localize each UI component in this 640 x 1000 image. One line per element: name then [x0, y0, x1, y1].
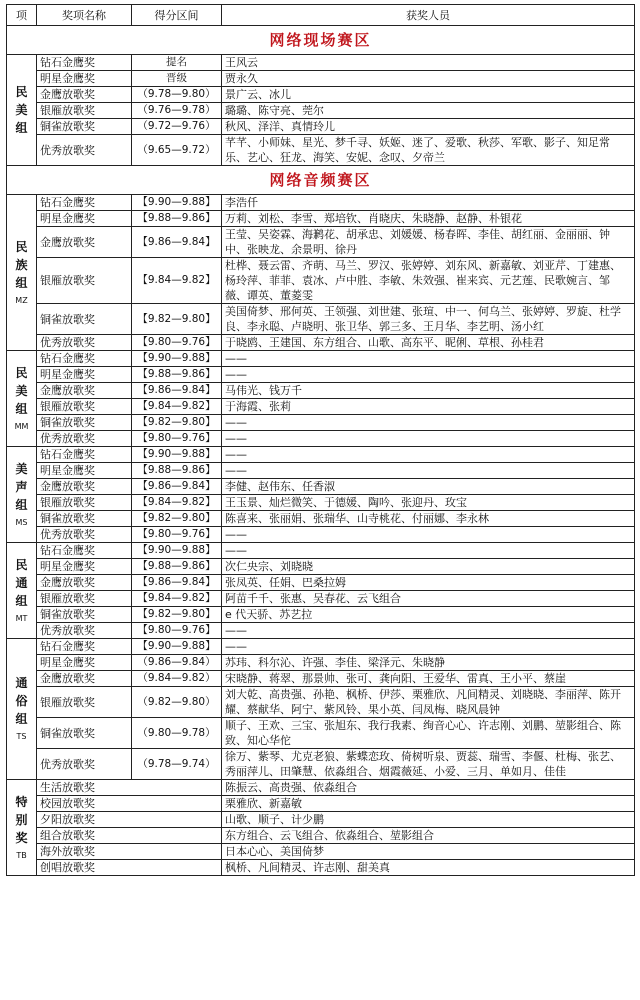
score-range: 【9.84—9.82】 — [132, 495, 222, 511]
score-range: 【9.88—9.86】 — [132, 559, 222, 575]
winners: 景广云、冰儿 — [222, 87, 635, 103]
table-row — [7, 351, 635, 367]
winners: 日本心心、美国倚梦 — [222, 844, 635, 860]
winners: —— — [222, 527, 635, 543]
winners: 芊芊、小师妹、星光、梦千寻、妖姬、迷了、爱歌、秋莎、军歌、影子、知足常乐、艺心、狂龙、海笑、安妮、念叹、夕帝兰 — [222, 135, 635, 166]
group-label: 特 别 奖 TB — [7, 780, 37, 876]
score-range: 【9.88—9.86】 — [132, 463, 222, 479]
score-range: （9.86—9.84） — [132, 655, 222, 671]
winners: 李健、赵伟东、任香淑 — [222, 479, 635, 495]
award-name: 银雁放歌奖 — [37, 258, 132, 304]
award-name: 铜雀放歌奖 — [37, 415, 132, 431]
winners: 陈振云、高贵强、依淼组合 — [222, 780, 635, 796]
winners: 贾永久 — [222, 71, 635, 87]
award-name: 铜雀放歌奖 — [37, 511, 132, 527]
section-title: 网络音频赛区 — [7, 166, 635, 195]
award-name: 明星金鹰奖 — [37, 463, 132, 479]
award-name: 明星金鹰奖 — [37, 71, 132, 87]
winners: —— — [222, 639, 635, 655]
table-row — [7, 671, 635, 687]
table-row — [7, 103, 635, 119]
group-code: MT — [15, 613, 28, 623]
award-name: 金鹰放歌奖 — [37, 671, 132, 687]
score-range: 【9.86—9.84】 — [132, 479, 222, 495]
winners: —— — [222, 367, 635, 383]
score-range: 【9.88—9.86】 — [132, 367, 222, 383]
award-name: 钻石金鹰奖 — [37, 351, 132, 367]
award-name: 金鹰放歌奖 — [37, 227, 132, 258]
award-name: 优秀放歌奖 — [37, 527, 132, 543]
winners: 枫桥、凡间精灵、许志刚、甜美真 — [222, 860, 635, 876]
winners: 马伟光、钱万千 — [222, 383, 635, 399]
winners: 山歌、顺子、计少鹏 — [222, 812, 635, 828]
winners: —— — [222, 543, 635, 559]
winners: —— — [222, 463, 635, 479]
award-name: 铜雀放歌奖 — [37, 119, 132, 135]
award-name: 钻石金鹰奖 — [37, 639, 132, 655]
award-name: 创唱放歌奖 — [37, 860, 222, 876]
score-range: 【9.90—9.88】 — [132, 639, 222, 655]
winners: —— — [222, 415, 635, 431]
table-row — [7, 543, 635, 559]
award-name: 明星金鹰奖 — [37, 211, 132, 227]
award-name: 钻石金鹰奖 — [37, 195, 132, 211]
section-title-row — [7, 26, 635, 55]
score-range: （9.82—9.80） — [132, 687, 222, 718]
score-range: 【9.82—9.80】 — [132, 304, 222, 335]
winners: 王风云 — [222, 55, 635, 71]
award-name: 优秀放歌奖 — [37, 335, 132, 351]
award-name: 校园放歌奖 — [37, 796, 222, 812]
award-name: 金鹰放歌奖 — [37, 575, 132, 591]
score-range: 【9.88—9.86】 — [132, 211, 222, 227]
table-row — [7, 844, 635, 860]
table-row — [7, 575, 635, 591]
score-range: （9.78—9.80） — [132, 87, 222, 103]
section-title: 网络现场赛区 — [7, 26, 635, 55]
award-name: 钻石金鹰奖 — [37, 55, 132, 71]
award-name: 银雁放歌奖 — [37, 591, 132, 607]
award-name: 明星金鹰奖 — [37, 367, 132, 383]
table-row — [7, 511, 635, 527]
table-row — [7, 71, 635, 87]
table-row — [7, 559, 635, 575]
table-row — [7, 655, 635, 671]
score-range: 【9.80—9.76】 — [132, 623, 222, 639]
table-row — [7, 749, 635, 780]
score-range: 【9.84—9.82】 — [132, 258, 222, 304]
table-row — [7, 431, 635, 447]
table-row — [7, 304, 635, 335]
group-code: TS — [16, 732, 27, 741]
table-row — [7, 495, 635, 511]
award-name: 优秀放歌奖 — [37, 623, 132, 639]
table-row — [7, 591, 635, 607]
header-row — [7, 5, 635, 26]
award-table — [6, 4, 635, 876]
award-name: 夕阳放歌奖 — [37, 812, 222, 828]
winners: —— — [222, 447, 635, 463]
score-range: 晋级 — [132, 71, 222, 87]
winners: 张凤英、任娟、巴桑拉姆 — [222, 575, 635, 591]
winners: 于晓鸥、王建国、东方组合、山歌、高东平、昵俐、草根、孙桂君 — [222, 335, 635, 351]
winners: 璐璐、陈守亮、莞尔 — [222, 103, 635, 119]
winners: 徐万、紫琴、尤克老狼、紫蝶恋玫、倚树听泉、贾蕊、瑞雪、李偃、杜梅、张艺、秀丽萍儿、田肇慧、依淼组合、烟霞薇延、小爱、三月、单如月、佳佳 — [222, 749, 635, 780]
winners: —— — [222, 431, 635, 447]
winners: 李浩仟 — [222, 195, 635, 211]
winners: 次仁央宗、刘晓晓 — [222, 559, 635, 575]
table-row — [7, 119, 635, 135]
group-label: 民 美 组 MM — [7, 351, 37, 447]
table-row — [7, 415, 635, 431]
table-row — [7, 639, 635, 655]
award-name: 优秀放歌奖 — [37, 135, 132, 166]
score-range: （9.80—9.78） — [132, 718, 222, 749]
award-name: 铜雀放歌奖 — [37, 718, 132, 749]
group-label: 民 美 组 — [7, 55, 37, 166]
table-row — [7, 780, 635, 796]
table-row — [7, 796, 635, 812]
award-name: 明星金鹰奖 — [37, 559, 132, 575]
score-range: 【9.84—9.82】 — [132, 591, 222, 607]
winners: 陈喜来、张丽娟、张瑞华、山寺桃花、付丽娜、李永林 — [222, 511, 635, 527]
award-name: 海外放歌奖 — [37, 844, 222, 860]
header-award: 奖项名称 — [37, 5, 132, 26]
winners: 刘大乾、高贵强、孙艳、枫桥、伊莎、栗雅欣、凡间精灵、刘晓晓、李丽萍、陈开耀、蔡献华、阿宁、紫风铃、果小英、闫凤梅、晓风晨钟 — [222, 687, 635, 718]
winners: e 代天骄、苏艺拉 — [222, 607, 635, 623]
winners: 东方组合、云飞组合、依淼组合、堃影组合 — [222, 828, 635, 844]
group-label: 美 声 组 MS — [7, 447, 37, 543]
winners: 顺子、王欢、三宝、张旭东、我行我素、绚音心心、许志刚、刘鹏、堃影组合、陈致、知心华佗 — [222, 718, 635, 749]
table-row — [7, 623, 635, 639]
table-row — [7, 135, 635, 166]
winners: 王玉景、灿烂微笑、于德媛、陶吟、张迎丹、玫宝 — [222, 495, 635, 511]
table-row — [7, 718, 635, 749]
winners: 万莉、刘松、李雪、郑培钦、肖晓庆、朱晓静、赵静、朴银花 — [222, 211, 635, 227]
score-range: 【9.90—9.88】 — [132, 195, 222, 211]
group-code: MZ — [15, 295, 28, 305]
table-row — [7, 527, 635, 543]
award-name: 铜雀放歌奖 — [37, 607, 132, 623]
table-row — [7, 383, 635, 399]
award-name: 金鹰放歌奖 — [37, 87, 132, 103]
score-range: （9.72—9.76） — [132, 119, 222, 135]
table-row — [7, 87, 635, 103]
score-range: （9.78—9.74） — [132, 749, 222, 780]
score-range: 【9.90—9.88】 — [132, 351, 222, 367]
score-range: （9.76—9.78） — [132, 103, 222, 119]
award-name: 金鹰放歌奖 — [37, 479, 132, 495]
score-range: 【9.90—9.88】 — [132, 543, 222, 559]
score-range: （9.65—9.72） — [132, 135, 222, 166]
award-name: 生活放歌奖 — [37, 780, 222, 796]
header-winners: 获奖人员 — [222, 5, 635, 26]
table-row — [7, 687, 635, 718]
table-row — [7, 447, 635, 463]
score-range: 【9.90—9.88】 — [132, 447, 222, 463]
table-row — [7, 55, 635, 71]
group-code: MM — [14, 421, 29, 431]
header-range: 得分区间 — [132, 5, 222, 26]
group-label: 民 通 组 MT — [7, 543, 37, 639]
group-label: 民 族 组 MZ — [7, 195, 37, 351]
table-row — [7, 399, 635, 415]
score-range: 【9.80—9.76】 — [132, 335, 222, 351]
table-row — [7, 812, 635, 828]
table-row — [7, 335, 635, 351]
winners: 苏玮、科尔沁、许强、李佳、梁泽元、朱晓静 — [222, 655, 635, 671]
winners: 阿苗千千、张惠、吴春花、云飞组合 — [222, 591, 635, 607]
group-label: 通 俗 组 TS — [7, 639, 37, 780]
award-name: 金鹰放歌奖 — [37, 383, 132, 399]
header-group: 项 — [7, 5, 37, 26]
section-title-row — [7, 166, 635, 195]
table-row — [7, 463, 635, 479]
score-range: 【9.86—9.84】 — [132, 383, 222, 399]
group-code: MS — [15, 517, 28, 527]
score-range: 【9.82—9.80】 — [132, 511, 222, 527]
winners: —— — [222, 623, 635, 639]
table-row — [7, 860, 635, 876]
award-name: 银雁放歌奖 — [37, 495, 132, 511]
winners: —— — [222, 351, 635, 367]
score-range: 【9.80—9.76】 — [132, 431, 222, 447]
score-range: 【9.80—9.76】 — [132, 527, 222, 543]
table-row — [7, 479, 635, 495]
score-range: 提名 — [132, 55, 222, 71]
table-row — [7, 258, 635, 304]
table-row — [7, 195, 635, 211]
award-name: 优秀放歌奖 — [37, 749, 132, 780]
winners: 王莹、吴姿霖、海鹣花、胡承忠、刘媛媛、杨春晖、李佳、胡红丽、金丽丽、钟中、张映龙、余景明、徐丹 — [222, 227, 635, 258]
table-row — [7, 607, 635, 623]
score-range: 【9.82—9.80】 — [132, 415, 222, 431]
award-name: 钻石金鹰奖 — [37, 447, 132, 463]
score-range: 【9.82—9.80】 — [132, 607, 222, 623]
score-range: 【9.86—9.84】 — [132, 227, 222, 258]
winners: 宋晓静、蒋翠、那景帅、张可、龚向阳、王爱华、雷真、王小平、蔡崖 — [222, 671, 635, 687]
award-name: 银雁放歌奖 — [37, 687, 132, 718]
winners: 栗雅欣、新嘉敏 — [222, 796, 635, 812]
group-code: TB — [16, 850, 27, 860]
award-name: 优秀放歌奖 — [37, 431, 132, 447]
award-name: 钻石金鹰奖 — [37, 543, 132, 559]
award-name: 组合放歌奖 — [37, 828, 222, 844]
winners: 杜桦、聂云雷、齐萌、马兰、罗汉、张婷婷、刘东风、新嘉敏、刘亚芹、丁建惠、杨玲萍、菲菲、袁冰、卢中胜、李敏、朱效强、崔来宾、元艺莲、民歌婉言、邹薇、谭英、董菱雯 — [222, 258, 635, 304]
table-row — [7, 211, 635, 227]
award-name: 银雁放歌奖 — [37, 399, 132, 415]
winners: 美国倚梦、邢何英、王领强、刘世建、张瑄、中一、何乌兰、张婷婷、罗旋、杜学良、李永聪、卢晓明、张卫华、郭三多、王月华、李艺明、汤小红 — [222, 304, 635, 335]
score-range: （9.84—9.82） — [132, 671, 222, 687]
table-row — [7, 828, 635, 844]
winners: 秋风、泽洋、真情玲儿 — [222, 119, 635, 135]
score-range: 【9.84—9.82】 — [132, 399, 222, 415]
award-name: 银雁放歌奖 — [37, 103, 132, 119]
table-row — [7, 367, 635, 383]
table-row — [7, 227, 635, 258]
score-range: 【9.86—9.84】 — [132, 575, 222, 591]
winners: 于海霞、张莉 — [222, 399, 635, 415]
award-name: 明星金鹰奖 — [37, 655, 132, 671]
award-name: 铜雀放歌奖 — [37, 304, 132, 335]
